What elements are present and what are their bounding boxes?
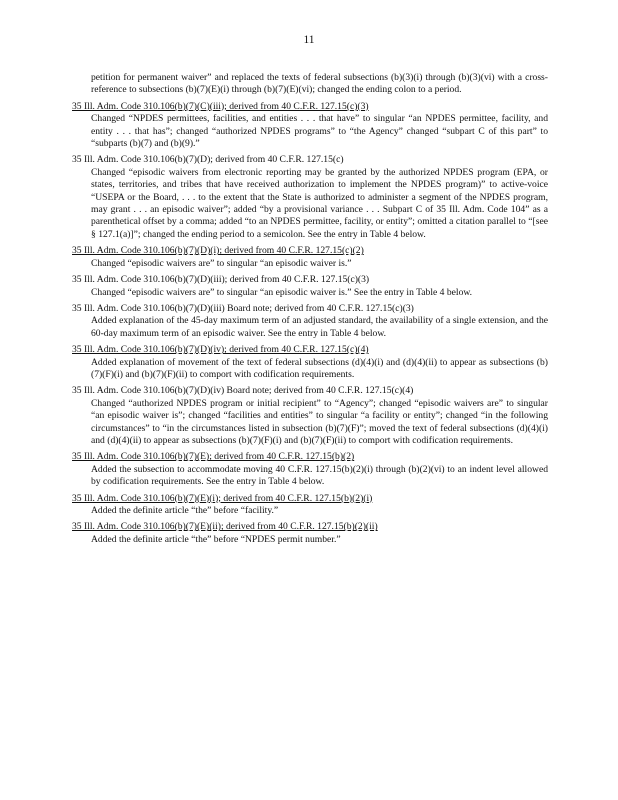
entry-text: Changed “NPDES permittees, facilities, and entities . . . that have” to singular “an NPDES permittee, facility, and entity . . . that has”; changed “authorized NPDES programs” to “the Agency” changed “subpart C of this part” to “subparts (b)(7) and (b)(9).” (91, 113, 548, 150)
entry-text: Added explanation of the 45-day maximum term of an adjusted standard, the availability of a single extension, and the 60-day maximum term of an episodic waiver. See the entry in Table 4 below. (91, 315, 548, 339)
entry-text: Changed “episodic waivers are” to singular “an episodic waiver is.” See the entry in Table 4 below. (91, 286, 473, 298)
entry-heading: 35 Ill. Adm. Code 310.106(b)(7)(D)(iii); derived from 40 C.F.R. 127.15(c)(3) (72, 274, 370, 286)
entry-heading: 35 Ill. Adm. Code 310.106(b)(7)(D); derived from 40 C.F.R. 127.15(c) (72, 154, 344, 166)
entry-heading: 35 Ill. Adm. Code 310.106(b)(7)(D)(iv) Board note; derived from 40 C.F.R. 127.15(c)(4) (72, 385, 414, 397)
entry (72, 493, 548, 518)
entry-heading: 35 Ill. Adm. Code 310.106(b)(7)(E)(i); derived from 40 C.F.R. 127.15(b)(2)(i) (72, 492, 373, 504)
entry-heading: 35 Ill. Adm. Code 310.106(b)(7)(E); derived from 40 C.F.R. 127.15(b)(2) (72, 451, 355, 463)
page-number: 11 (303, 34, 315, 46)
entries-list (72, 101, 548, 546)
entry (72, 344, 548, 381)
entry (72, 303, 548, 340)
entry (72, 451, 548, 488)
entry-text: Added the definite article “the” before “facility.” (91, 505, 279, 516)
entry-text: Changed “authorized NPDES program or initial recipient” to “Agency”; changed “episodic waivers are” to singular “an episodic waiver is”; changed “facilities and entities” to singular “a facility or entity”; changed “in the following circumstances” to “in the circumstances listed in subsection (b)(7)(F)”; moved the text of federal subsections (d)(4)(i) and (d)(4)(ii) to appear as subsections (b)(7)(F)(i) and (b)(7)(F)(ii) to comport with codification requirements. (91, 397, 548, 446)
entry-heading: 35 Ill. Adm. Code 310.106(b)(7)(D)(i); derived from 40 C.F.R. 127.15(c)(2) (72, 245, 364, 257)
entry (72, 101, 548, 151)
entry-text: Added the subsection to accommodate moving 40 C.F.R. 127.15(b)(2)(i) through (b)(2)(vi) to an indent level allowed by codification requirements. See the entry in Table 4 below. (91, 463, 548, 488)
entry (72, 274, 548, 299)
entry (72, 521, 548, 546)
entry (72, 385, 548, 447)
entry (72, 154, 548, 241)
entry-text: Added the definite article “the” before “NPDES permit number.” (91, 533, 341, 545)
entry-heading: 35 Ill. Adm. Code 310.106(b)(7)(D)(iv); derived from 40 C.F.R. 127.15(c)(4) (72, 344, 369, 356)
entry-text: Changed “episodic waivers from electronic reporting may be granted by the authorized NPDES program (EPA, or states, territories, and tribes that have received authorization to implement the NPDES program)” to active-voice “USEPA or the Board, . . . to the extent that the State is authorized to administer a segment of the NPDES program, may grant . . . an episodic waiver”; added “by a provisional variance . . . Subpart C of 35 Ill. Adm. Code 104” as a parenthetical offset by a comma; added “to an NPDES permittee, facility, or entity”; omitted a citation parallel to “[see § 127.1(a)]”; changed the ending period to a semicolon. See the entry in Table 4 below. (91, 166, 548, 240)
page-body (72, 72, 548, 550)
entry-text: Changed “episodic waivers are” to singular “an episodic waiver is.” (91, 257, 352, 269)
entry-heading: 35 Ill. Adm. Code 310.106(b)(7)(E)(ii); derived from 40 C.F.R. 127.15(b)(2)(ii) (72, 521, 378, 533)
entry-heading: 35 Ill. Adm. Code 310.106(b)(7)(C)(iii); derived from 40 C.F.R. 127.15(c)(3) (72, 100, 369, 112)
intro-paragraph: petition for permanent waiver” and replaced the texts of federal subsections (b)(3)(i) through (b)(3)(vi) with a cross-reference to subsections (b)(7)(E)(i) through (b)(7)(E)(vi); changed the ending colon to a period. (91, 72, 548, 96)
entry-text: Added explanation of movement of the text of federal subsections (d)(4)(i) and (d)(4)(ii) to appear as subsections (b)(7)(F)(i) and (b)(7)(F)(ii) to comport with codification requirements. (91, 356, 548, 380)
entry-heading: 35 Ill. Adm. Code 310.106(b)(7)(D)(iii) Board note; derived from 40 C.F.R. 127.15(c)(3) (72, 302, 414, 314)
entry (72, 245, 548, 270)
